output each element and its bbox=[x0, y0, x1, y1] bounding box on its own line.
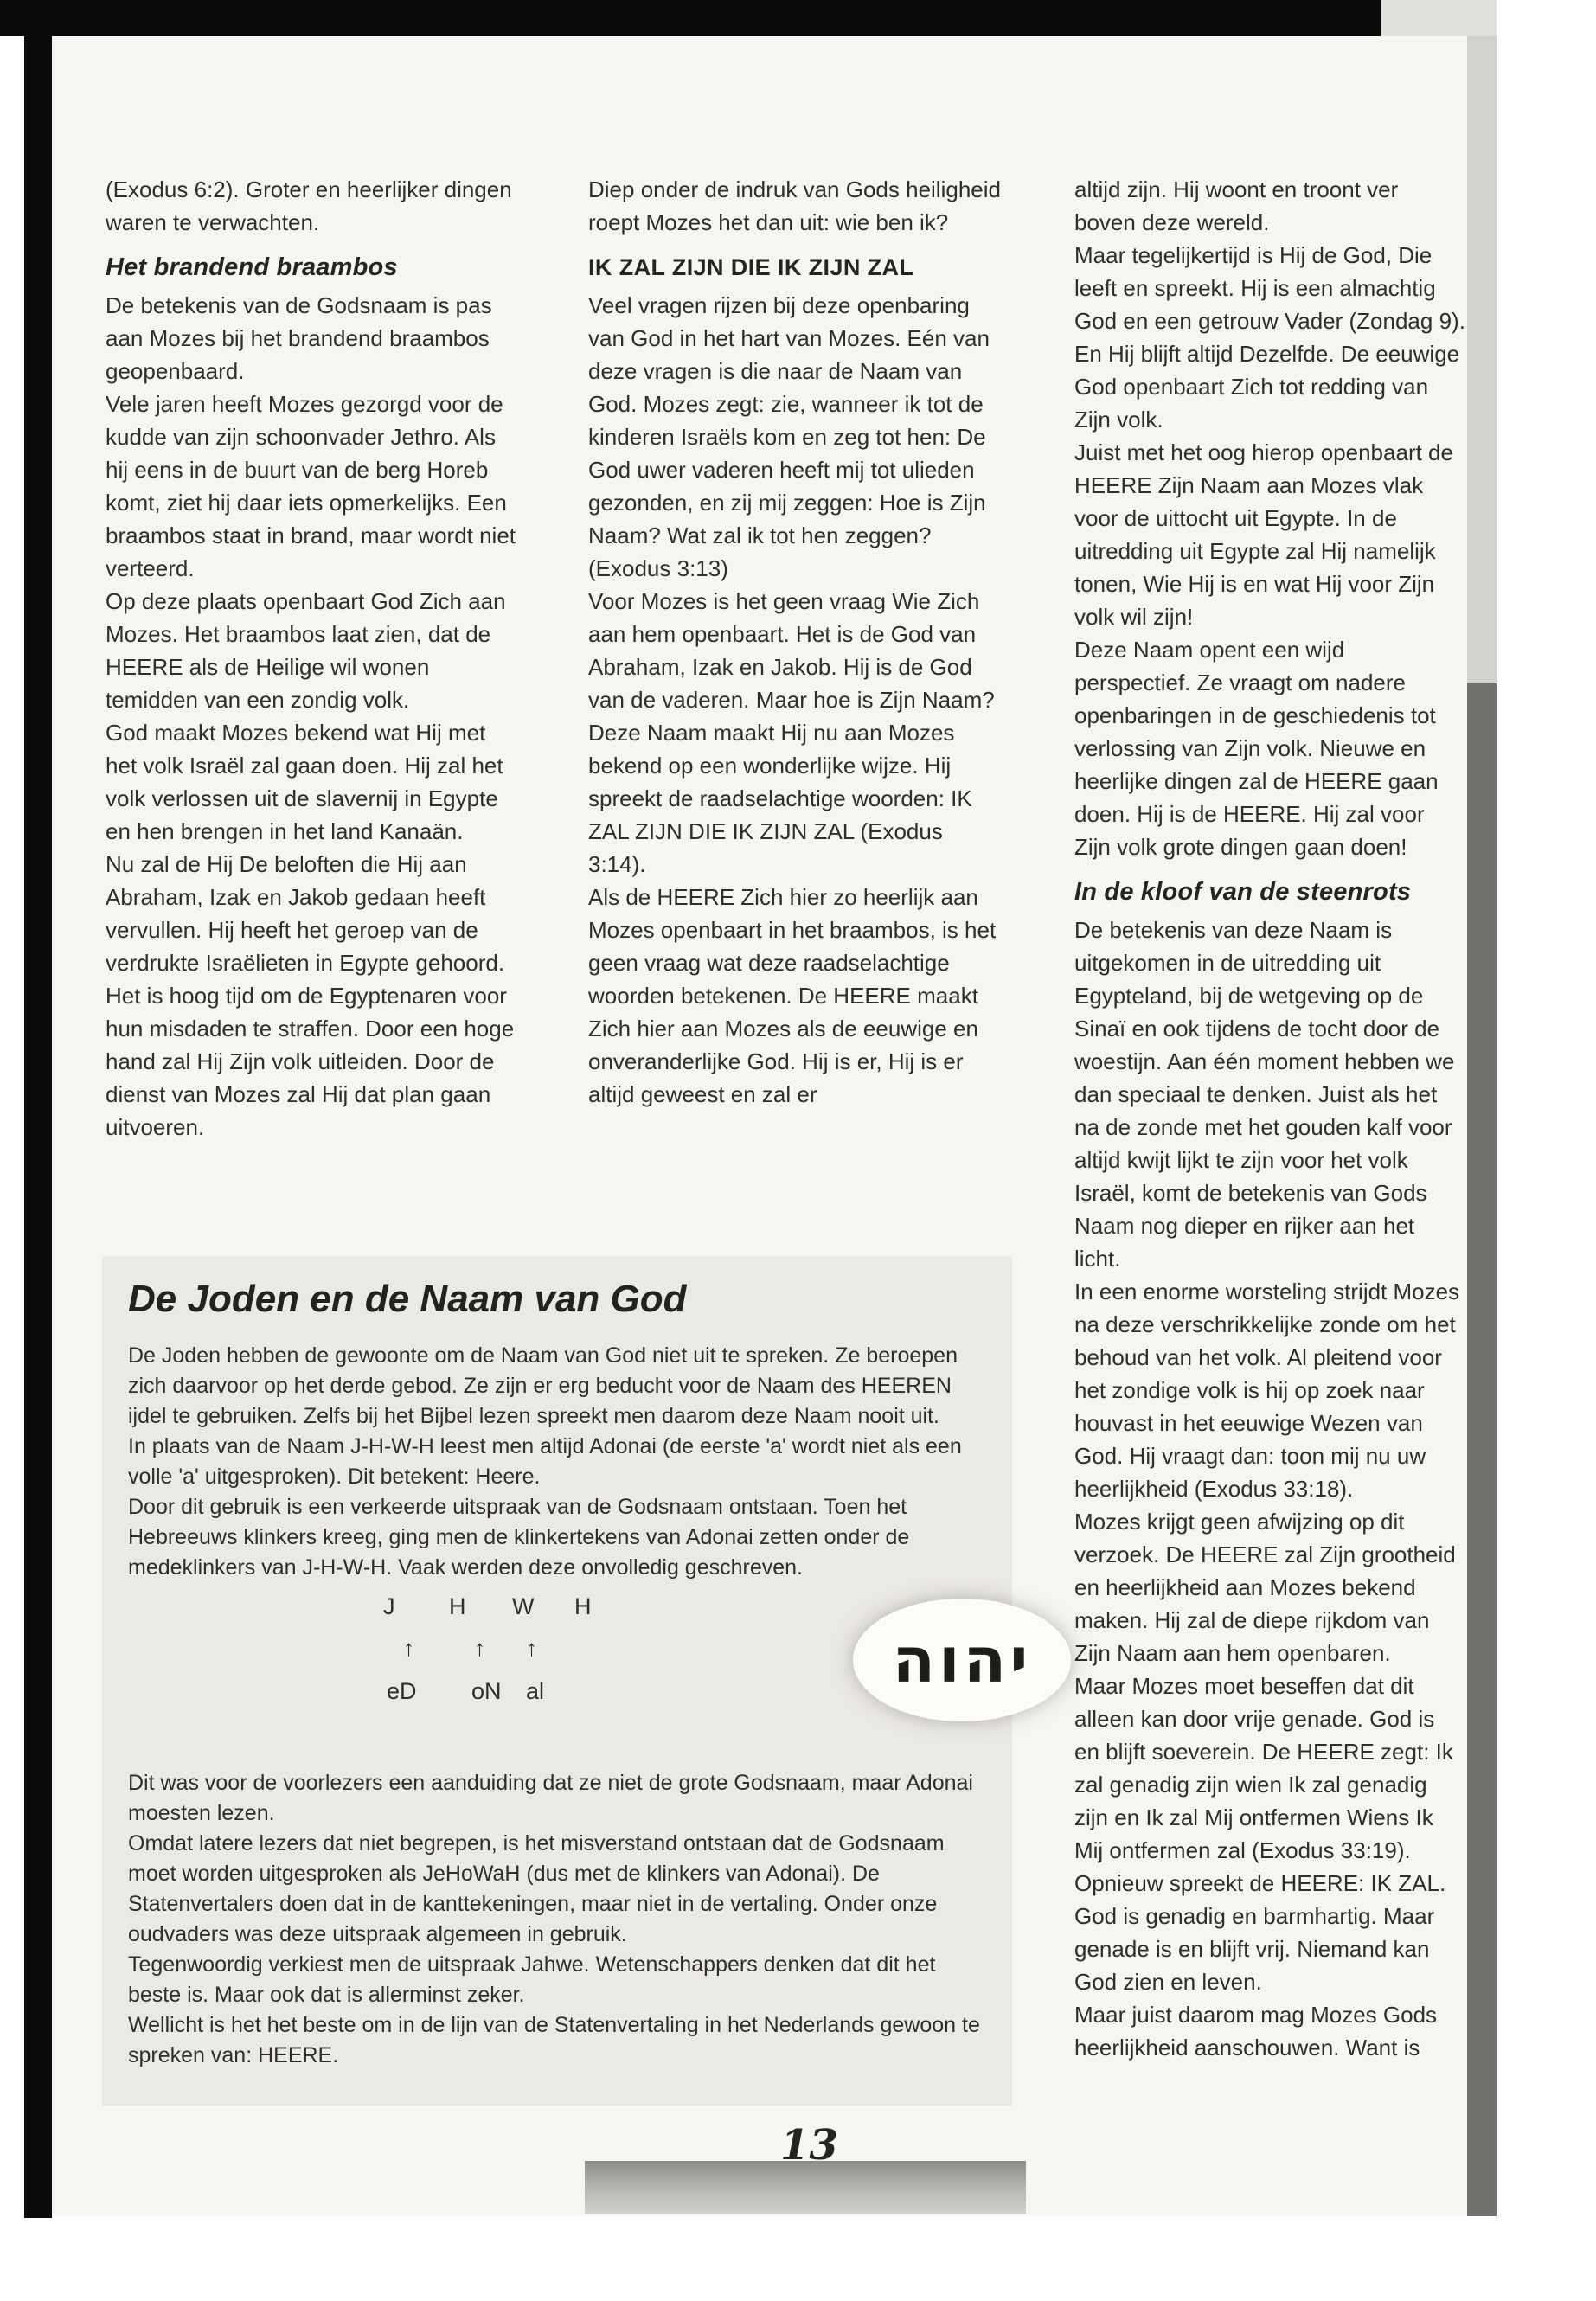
paragraph: Op deze plaats openbaart God Zich aan Mozes. Het braambos laat zien, dat de HEERE als de Heilige wil wonen temidden van een zondig volk. bbox=[106, 588, 506, 713]
heading-ik-zal-zijn: IK ZAL ZIJN DIE IK ZIJN ZAL bbox=[588, 254, 914, 280]
scan-right-edge-light bbox=[1467, 36, 1497, 683]
jhwh-letter: J bbox=[383, 1593, 395, 1619]
paragraph: Het is hoog tijd om de Egyptenaren voor hun misdaden te straffen. Door een hoge hand zal Hij Zijn volk uitleiden. Door de dienst van Mozes zal Hij dat plan gaan uitvoeren. bbox=[106, 983, 515, 1140]
tetragrammaton-oval bbox=[853, 1599, 1071, 1721]
arrow-up-icon: ↑ bbox=[526, 1635, 537, 1661]
jhwh-letter: W bbox=[512, 1593, 535, 1619]
paragraph: Door dit gebruik is een verkeerde uitspraak van de Godsnaam ontstaan. Toen het Hebreeuws klinkers kreeg, ging men de klinkertekens van Adonai zetten onder de medeklinkers van J-H-W-H. Vaak werden deze onvolledig geschreven. bbox=[128, 1495, 910, 1580]
jhwh-letter: H bbox=[449, 1593, 466, 1619]
paragraph: Nu zal de Hij De beloften die Hij aan Abraham, Izak en Jakob gedaan heeft vervullen. Hij heeft het geroep van de verdrukte Israëlieten in Egypte gehoord. bbox=[106, 851, 505, 976]
paragraph: De Joden hebben de gewoonte om de Naam van God niet uit te spreken. Ze beroepen zich daarvoor op het derde gebod. Ze zijn er erg beducht voor de Naam des HEEREN ijdel te gebruiken. Zelfs bij het Bijbel lezen spreekt men daarom deze Naam nooit uit. bbox=[128, 1343, 958, 1428]
paragraph: Als de HEERE Zich hier zo heerlijk aan Mozes openbaart in het braambos, is het geen vraag wat deze raadselachtige woorden betekenen. De HEERE maakt Zich hier aan Mozes als de eeuwige en onveranderlijke God. Hij is er, Hij is er altijd geweest en zal er bbox=[588, 884, 997, 1107]
paragraph: Deze Naam maakt Hij nu aan Mozes bekend op een wonderlijke wijze. Hij spreekt de raadselachtige woorden: IK ZAL ZIJN DIE IK ZIJN ZAL (Exodus 3:14). bbox=[588, 720, 972, 877]
paragraph: Mozes krijgt geen afwijzing op dit verzoek. De HEERE zal Zijn grootheid en heerlijkheid aan Mozes bekend maken. Hij zal de diepe rijkdom van Zijn Naam aan hem openbaren. bbox=[1074, 1509, 1456, 1666]
paragraph: Omdat latere lezers dat niet begrepen, is het misverstand ontstaan dat de Godsnaam moet worden uitgesproken als JeHoWaH (dus met de klinkers van Adonai). De Statenvertalers doen dat in de kanttekeningen, maar niet in de vertaling. Onder onze oudvaders was deze uitspraak algemeen in gebruik. bbox=[128, 1831, 945, 1946]
paragraph: Opnieuw spreekt de HEERE: IK ZAL. God is genadig en barmhartig. Maar genade is en blijft vrij. Niemand kan God zien en leven. bbox=[1074, 1870, 1446, 1995]
scan-right-edge-dark bbox=[1467, 683, 1497, 2216]
scan-top-black-bar bbox=[0, 0, 1381, 36]
jhwh-letter: H bbox=[574, 1593, 592, 1619]
adonai-vowel: al bbox=[526, 1678, 545, 1704]
arrow-up-icon: ↑ bbox=[403, 1635, 414, 1661]
arrow-up-icon: ↑ bbox=[474, 1635, 485, 1661]
paragraph: Veel vragen rijzen bij deze openbaring van God in het hart van Mozes. Eén van deze vragen is die naar de Naam van God. Mozes zegt: zie, wanneer ik tot de kinderen Israëls kom en zeg tot hen: De God uwer vaderen heeft mij tot ulieden gezonden, en zij mij zeggen: Hoe is Zijn Naam? Wat zal ik tot hen zeggen? (Exodus 3:13) bbox=[588, 292, 990, 581]
scan-left-black-bar bbox=[24, 33, 52, 2218]
scan-top-right-edge bbox=[1381, 0, 1497, 36]
paragraph: Deze Naam opent een wijd perspectief. Ze vraagt om nadere openbaringen in de geschiedenis tot verlossing van Zijn volk. Nieuwe en heerlijke dingen zal de HEERE gaan doen. Hij is de HEERE. Hij zal voor Zijn volk grote dingen gaan doen! bbox=[1074, 637, 1439, 860]
column-left bbox=[106, 173, 519, 1144]
paragraph: God maakt Mozes bekend wat Hij met het volk Israël zal gaan doen. Hij zal het volk verlossen uit de slavernij in Egypte en hen brengen in het land Kanaän. bbox=[106, 720, 503, 844]
paragraph: Maar juist daarom mag Mozes Gods heerlijkheid aanschouwen. Want is bbox=[1074, 2002, 1438, 2061]
paragraph: (Exodus 6:2). Groter en heerlijker dingen waren te verwachten. bbox=[106, 176, 512, 235]
paragraph: Voor Mozes is het geen vraag Wie Zich aan hem openbaart. Het is de God van Abraham, Izak en Jakob. Hij is de God van de vaderen. Maar hoe is Zijn Naam? bbox=[588, 588, 995, 713]
adonai-vowel: oN bbox=[471, 1678, 502, 1704]
paragraph: Maar tegelijkertijd is Hij de God, Die leeft en spreekt. Hij is een almachtig God en een getrouw Vader (Zondag 9). En Hij blijft altijd Dezelfde. De eeuwige God openbaart Zich tot redding van Zijn volk. bbox=[1074, 242, 1465, 433]
paragraph: Vele jaren heeft Mozes gezorgd voor de kudde van zijn schoonvader Jethro. Als hij eens in de buurt van de berg Horeb komt, ziet hij daar iets opmerkelijks. Een braambos staat in brand, maar wordt niet verteerd. bbox=[106, 391, 516, 581]
paragraph: Wellicht is het het beste om in de lijn van de Statenvertaling in het Nederlands gewoon te spreken van: HEERE. bbox=[128, 2013, 980, 2067]
paragraph: Maar Mozes moet beseffen dat dit alleen kan door vrije genade. God is en blijft soeverein. De HEERE zegt: Ik zal genadig zijn wien Ik zal genadig zijn en Ik zal Mij ontfermen Wiens Ik Mij ontfermen zal (Exodus 33:19). bbox=[1074, 1673, 1453, 1863]
paragraph: Tegenwoordig verkiest men de uitspraak Jahwe. Wetenschappers denken dat dit het beste is. Maar ook dat is allerminst zeker. bbox=[128, 1952, 936, 2007]
paragraph: altijd zijn. Hij woont en troont ver boven deze wereld. bbox=[1074, 176, 1399, 235]
adonai-vowel: eD bbox=[387, 1678, 417, 1704]
page-number: 13 bbox=[780, 2121, 838, 2170]
column-middle bbox=[588, 173, 1002, 1111]
heading-in-de-kloof: In de kloof van de steenrots bbox=[1074, 878, 1412, 906]
heading-het-brandend-braambos: Het brandend braambos bbox=[106, 253, 398, 281]
paragraph: Dit was voor de voorlezers een aanduiding dat ze niet de grote Godsnaam, maar Adonai moesten lezen. bbox=[128, 1771, 973, 1825]
paragraph: De betekenis van de Godsnaam is pas aan Mozes bij het brandend braambos geopenbaard. bbox=[106, 292, 492, 384]
paragraph: Juist met het oog hierop openbaart de HEERE Zijn Naam aan Mozes vlak voor de uittocht uit Egypte. In de uitredding uit Egypte zal Hij namelijk tonen, Wie Hij is en wat Hij voor Zijn volk wil zijn! bbox=[1074, 439, 1453, 630]
column-right bbox=[1074, 173, 1465, 2064]
paragraph: Diep onder de indruk van Gods heiligheid roept Mozes het dan uit: wie ben ik? bbox=[588, 176, 1001, 235]
paragraph: In een enorme worsteling strijdt Mozes na deze verschrikkelijke zonde om het behoud van het volk. Al pleitend voor het zondige volk is hij op zoek naar houvast in het eeuwige Wezen van God. Hij vraagt dan: toon mij nu uw heerlijkheid (Exodus 33:18). bbox=[1074, 1279, 1460, 1502]
jhwh-adonai-diagram bbox=[128, 1583, 1032, 1768]
paragraph: De betekenis van deze Naam is uitgekomen in de uitredding uit Egypteland, bij de wetgeving op de Sinaï en ook tijdens de tocht door de woestijn. Aan één moment hebben we dan speciaal te denken. Juist als het na de zonde met het gouden kalf voor altijd kwijt lijkt te zijn voor het volk Israël, komt de betekenis van Gods Naam nog dieper en rijker aan het licht. bbox=[1074, 917, 1455, 1272]
paragraph: In plaats van de Naam J-H-W-H leest men altijd Adonai (de eerste 'a' wordt niet als een volle 'a' uitgesproken). Dit betekent: Heere. bbox=[128, 1434, 962, 1489]
tetragrammaton-hebrew: יהוה bbox=[892, 1624, 1032, 1696]
info-box-title: De Joden en de Naam van God bbox=[128, 1278, 687, 1320]
info-box-joden-en-naam bbox=[102, 1256, 1032, 2106]
